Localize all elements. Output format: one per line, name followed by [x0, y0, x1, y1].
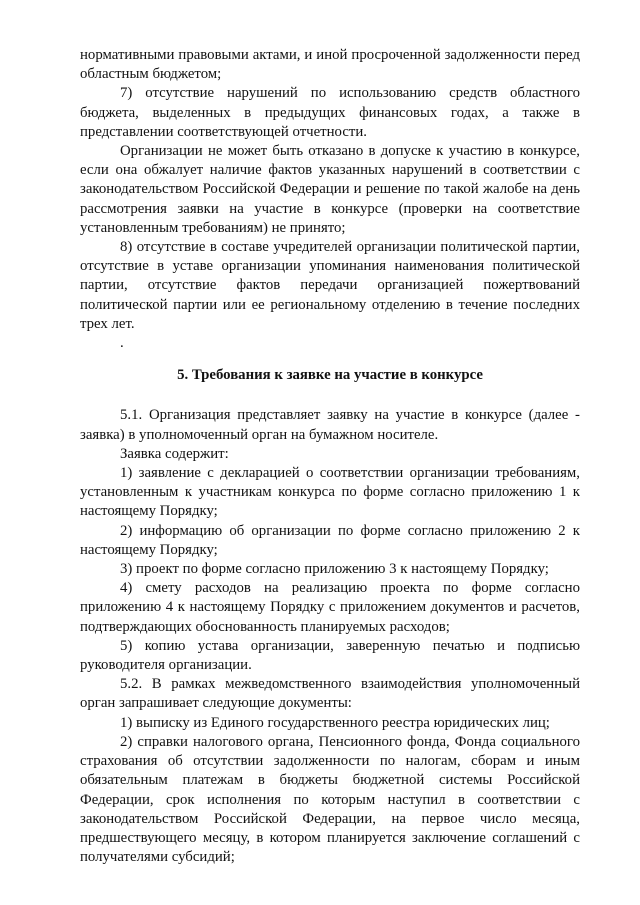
- section-heading: 5. Требования к заявке на участие в конкурсе: [177, 367, 483, 384]
- paragraph-item-7: 7) отсутствие нарушений по использованию средств областного бюджета, выделенных в предыдущих финансовых годах, а также в представлении соответствующей отчетности.: [80, 85, 580, 140]
- document-page: [80, 46, 580, 867]
- paragraph-application-contains: Заявка содержит:: [120, 445, 229, 462]
- paragraph-app-item-5: 5) копию устава организации, заверенную печатью и подписью руководителя организации.: [80, 637, 580, 674]
- paragraph-continuation: нормативными правовыми актами, и иной просроченной задолженности перед областным бюджетом;: [80, 47, 580, 83]
- stray-dot: .: [120, 335, 124, 352]
- paragraph-req-item-2: 2) справки налогового органа, Пенсионного фонда, Фонда социального страхования об отсутствии задолженности по налогам, сборам и иным обязательным платежам в бюджеты бюджетной системы Российской Федерации, срок исполнения по которым наступил в соответствии с законодательством Российской Федерации, на первое число месяца, предшествующего месяцу, в котором планируется заключение соглашений с получателями субсидий;: [80, 733, 580, 866]
- paragraph-app-item-1: 1) заявление с декларацией о соответствии организации требованиям, установленным к участникам конкурса по форме согласно приложению 1 к настоящему Порядку;: [80, 465, 580, 520]
- paragraph-item-8: 8) отсутствие в составе учредителей организации политической партии, отсутствие в уставе организации упоминания наименования политической партии, отсутствие фактов передачи организацией пожертвований политической партии или ее региональному отделению в течение последних трех лет.: [80, 239, 580, 332]
- paragraph-5-1: 5.1. Организация представляет заявку на участие в конкурсе (далее - заявка) в уполномоченный орган на бумажном носителе.: [80, 407, 580, 443]
- paragraph-5-2: 5.2. В рамках межведомственного взаимодействия уполномоченный орган запрашивает следующие документы:: [80, 676, 580, 712]
- paragraph-appeal-note: Организации не может быть отказано в допуске к участию в конкурсе, если она обжалует наличие фактов указанных нарушений в соответствии с законодательством Российской Федерации и решение по такой жалобе на день рассмотрения заявки на участие в конкурсе (проверки на соответствие установленным требованиям) не принято;: [80, 143, 580, 236]
- paragraph-app-item-3: 3) проект по форме согласно приложению 3 к настоящему Порядку;: [120, 561, 549, 578]
- paragraph-app-item-2: 2) информацию об организации по форме согласно приложению 2 к настоящему Порядку;: [80, 522, 580, 558]
- paragraph-app-item-4: 4) смету расходов на реализацию проекта по форме согласно приложению 4 к настоящему Порядку с приложением документов и расчетов, подтверждающих обоснованность планируемых расходов;: [80, 580, 580, 635]
- paragraph-req-item-1: 1) выписку из Единого государственного реестра юридических лиц;: [120, 714, 550, 731]
